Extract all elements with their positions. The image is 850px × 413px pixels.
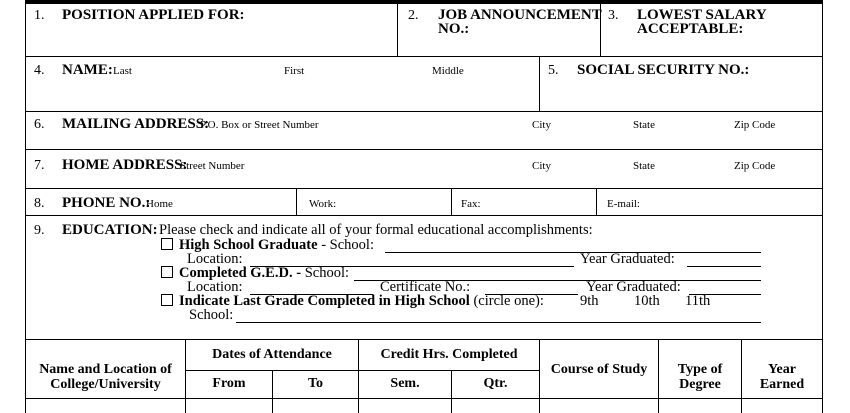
lowest-salary-label-line1: LOWEST SALARY (637, 7, 767, 23)
field-number: 7. (34, 158, 45, 173)
divider-row3 (25, 149, 823, 150)
mailing-zip-caption: Zip Code (734, 119, 776, 131)
ged-label: Completed G.E.D. (179, 265, 293, 281)
divider-table-header (25, 398, 823, 399)
last-grade-school-input[interactable] (236, 322, 761, 323)
phone-email-caption[interactable]: E-mail: (607, 198, 640, 210)
name-middle-caption: Middle (432, 65, 464, 77)
home-address-sub-caption: Street Number (180, 160, 245, 172)
home-zip-caption: Zip Code (734, 160, 776, 172)
hs-location-label: Location: (187, 251, 243, 267)
job-announcement-label-line1: JOB ANNOUNCEMENT (438, 7, 602, 23)
col-header-type-line2: Degree (679, 377, 721, 392)
hs-year-graduated-input[interactable] (687, 266, 761, 267)
col-header-type-of-degree (659, 362, 741, 392)
field-number: 2. (408, 8, 419, 23)
ged-checkbox[interactable] (161, 266, 173, 278)
col-header-name-line1: Name and Location of (39, 362, 172, 377)
field-number: 8. (34, 196, 45, 211)
lowest-salary-label-line2: ACCEPTABLE: (637, 21, 744, 37)
mailing-state-caption: State (633, 119, 655, 131)
ged-year-graduated-label: Year Graduated: (586, 279, 681, 295)
col-header-year-line1: Year (768, 362, 796, 377)
ged-certificate-label: Certificate No.: (380, 279, 471, 295)
position-applied-label: POSITION APPLIED FOR: (62, 7, 245, 23)
phone-label: PHONE NO.: (62, 195, 151, 211)
mailing-address-sub-caption: P.O. Box or Street Number (200, 119, 319, 131)
divider-row4 (25, 188, 823, 189)
left-border (25, 0, 26, 413)
divider-row1 (25, 56, 823, 57)
last-grade-label: Indicate Last Grade Completed in High School (179, 293, 470, 309)
name-first-caption: First (284, 65, 305, 77)
phone-work-caption[interactable]: Work: (309, 198, 337, 210)
field-number: 6. (34, 117, 45, 132)
field-number: 9. (34, 223, 45, 238)
col-header-year-earned (742, 362, 822, 392)
education-label: EDUCATION: (62, 222, 158, 238)
job-announcement-label-line2: NO.: (438, 21, 470, 37)
col-header-type-line1: Type of (677, 362, 723, 377)
hs-separator: - (317, 237, 330, 253)
col-header-credit-hrs: Credit Hrs. Completed (380, 347, 518, 362)
circle-one-note: (circle one): (473, 293, 544, 309)
grade-9-option[interactable]: 9th (580, 293, 599, 309)
divider-v-r5a (296, 188, 297, 215)
col-header-sem: Sem. (390, 376, 420, 391)
right-border (822, 0, 823, 413)
col-header-course-of-study: Course of Study (550, 362, 648, 377)
home-city-caption: City (532, 160, 551, 172)
mailing-address-label: MAILING ADDRESS: (62, 116, 210, 132)
name-last-caption: Last (113, 65, 132, 77)
grade-10-option[interactable]: 10th (634, 293, 660, 309)
divider-row5 (25, 215, 823, 216)
phone-home-caption: Home (146, 198, 173, 210)
ged-location-label: Location: (187, 279, 243, 295)
divider-v-r5c (596, 188, 597, 215)
hs-school-input[interactable] (385, 252, 761, 253)
hs-graduate-checkbox[interactable] (161, 238, 173, 250)
divider-v-r1a (397, 3, 398, 56)
divider-v-r2 (539, 56, 540, 111)
field-number: 4. (34, 63, 45, 78)
divider-education (25, 339, 823, 340)
ged-school-label: School: (304, 265, 349, 281)
field-number: 5. (548, 63, 559, 78)
col-header-from: From (212, 376, 246, 391)
hs-year-graduated-label: Year Graduated: (580, 251, 675, 267)
mailing-city-caption: City (532, 119, 551, 131)
col-header-name-line2: College/University (50, 377, 161, 392)
education-intro: Please check and indicate all of your formal educational accomplishments: (159, 222, 593, 238)
hs-graduate-label: High School Graduate (179, 237, 318, 253)
home-state-caption: State (633, 160, 655, 172)
ged-separator: - (292, 265, 305, 281)
field-number: 3. (608, 8, 619, 23)
home-address-label: HOME ADDRESS: (62, 157, 188, 173)
col-header-qtr: Qtr. (483, 376, 508, 391)
last-grade-school-label: School: (189, 307, 234, 323)
ssn-label: SOCIAL SECURITY NO.: (577, 62, 750, 78)
phone-fax-caption[interactable]: Fax: (461, 198, 481, 210)
divider-row2 (25, 111, 823, 112)
last-grade-checkbox[interactable] (161, 294, 173, 306)
col-header-year-line2: Earned (759, 377, 805, 392)
col-header-to: To (307, 376, 324, 391)
col-header-dates: Dates of Attendance (212, 347, 332, 362)
grade-11-option[interactable]: 11th (685, 293, 711, 309)
col-header-name-location (26, 362, 185, 392)
field-number: 1. (34, 8, 45, 23)
table-subheader-divider (185, 370, 539, 371)
hs-school-label: School: (329, 237, 374, 253)
top-border (25, 0, 823, 4)
name-label: NAME: (62, 62, 113, 78)
divider-v-r5b (451, 188, 452, 215)
